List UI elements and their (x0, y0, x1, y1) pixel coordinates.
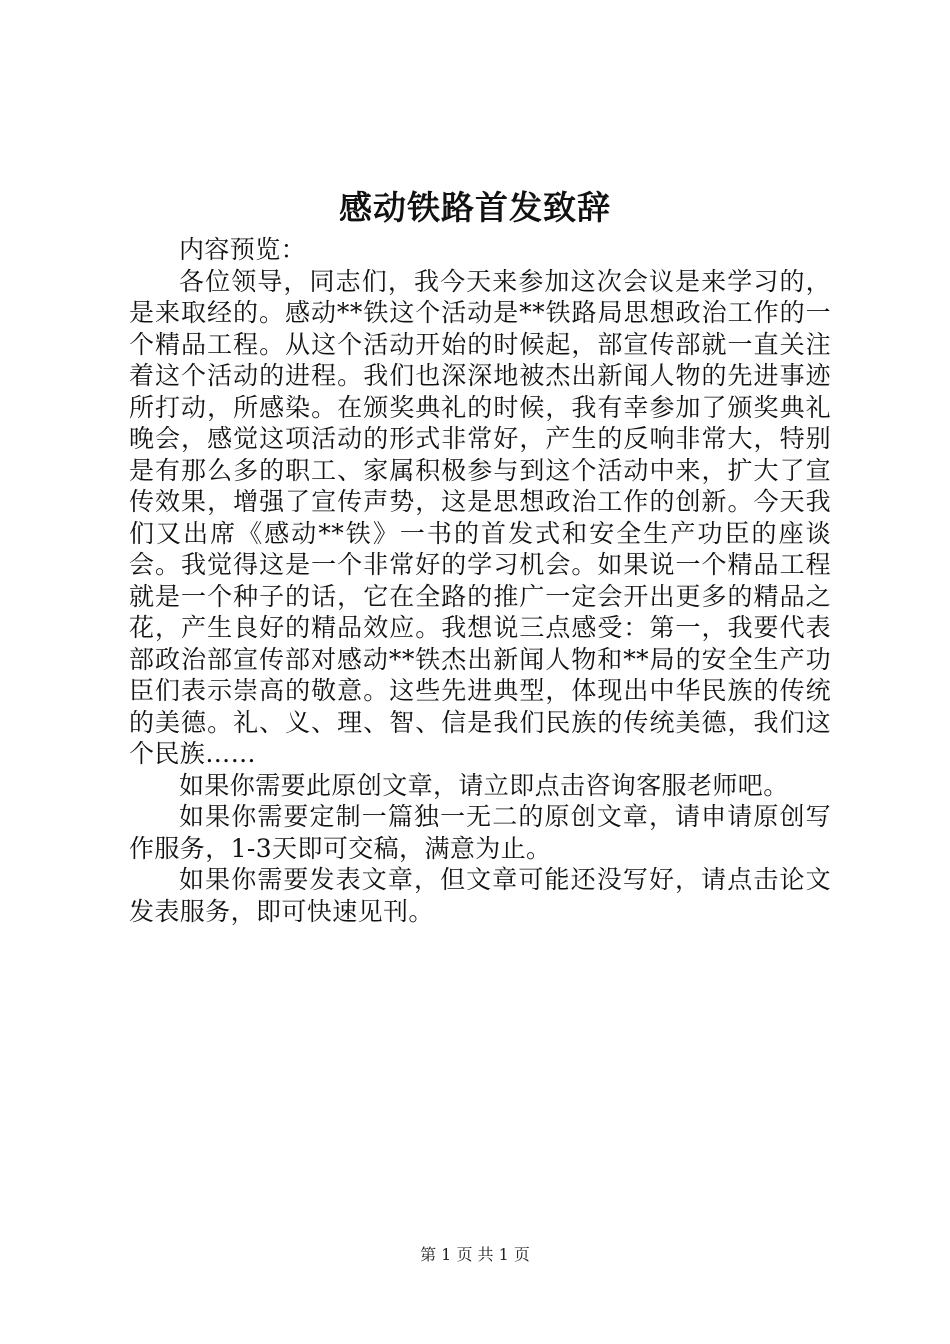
custom-writing-paragraph: 如果你需要定制一篇独一无二的原创文章，请申请原创写作服务，1-3天即可交稿，满意为止。 (129, 802, 831, 863)
consult-service-paragraph: 如果你需要此原创文章，请立即点击咨询客服老师吧。 (179, 770, 789, 800)
page-number-footer: 第 1 页 共 1 页 (420, 1245, 530, 1264)
publishing-service-paragraph: 如果你需要发表文章，但文章可能还没写好，请点击论文发表服务，即可快速见刊。 (129, 865, 831, 926)
preview-label: 内容预览： (179, 235, 307, 264)
document-body (129, 234, 831, 927)
document-title: 感动铁路首发致辞 (339, 188, 611, 227)
speech-paragraph: 各位领导，同志们，我今天来参加这次会议是来学习的，是来取经的。感动**铁这个活动是**铁路局思想政治工作的一个精品工程。从这个活动开始的时候起，部宣传部就一直关注着这个活动的进程。我们也深深地被杰出新闻人物的先进事迹所打动，所感染。在颁奖典礼的时候，我有幸参加了颁奖典礼晚会，感觉这项活动的形式非常好，产生的反响非常大，特别是有那么多的职工、家属积极参与到这个活动中来，扩大了宣传效果，增强了宣传声势，这是思想政治工作的创新。今天我们又出席《感动**铁》一书的首发式和安全生产功臣的座谈会。我觉得这是一个非常好的学习机会。如果说一个精品工程就是一个种子的话，它在全路的推广一定会开出更多的精品之花，产生良好的精品效应。我想说三点感受：第一，我要代表部政治部宣传部对感动**铁杰出新闻人物和**局的安全生产功臣们表示崇高的敬意。这些先进典型，体现出中华民族的传统的美德。礼、义、理、智、信是我们民族的传统美德，我们这个民族…… (129, 266, 831, 768)
